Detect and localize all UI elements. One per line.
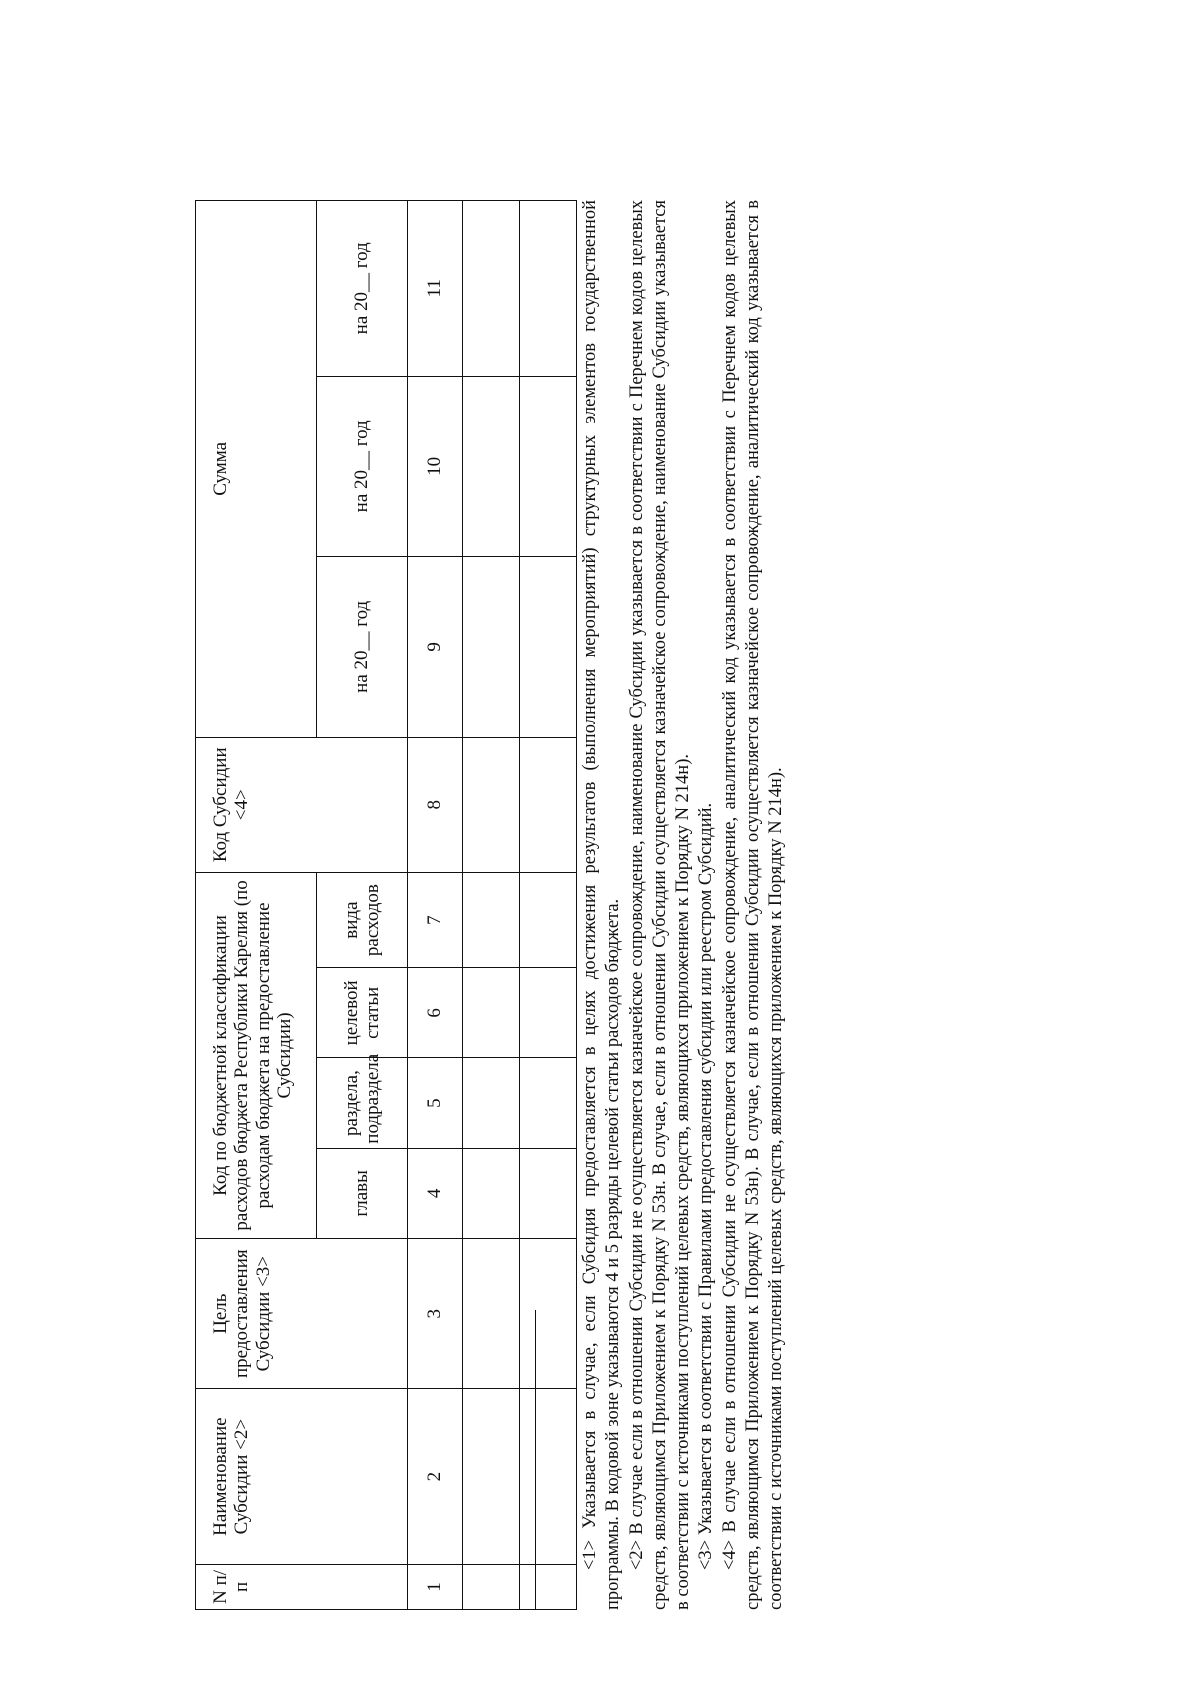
- table-cell: [463, 201, 520, 377]
- footnote-4: <4> В случае если в отношении Субсидии не осуществляется казначейское сопровождение, аналитический код указывается в соответствии с Перечнем кодов целевых средств, являющимся Приложением к Порядку N 53н). В случае, если в отношении Субсидии осуществляется казначейское сопровождение, аналитический код указывается в соответствии с источниками поступлений целевых средств, являющихся приложением к Порядку N 214н).: [719, 200, 787, 1610]
- table-cell: [520, 968, 577, 1058]
- table-cell: [520, 1238, 577, 1388]
- header-year-3: на 20__ год: [317, 201, 408, 377]
- header-target: целевой статьи: [317, 968, 408, 1058]
- table-cell: [463, 1564, 520, 1609]
- table-cell: [520, 737, 577, 872]
- header-name: Наименование Субсидии <2>: [196, 1389, 408, 1564]
- column-number: 1: [408, 1564, 463, 1609]
- column-number: 8: [408, 737, 463, 872]
- column-number: 7: [408, 872, 463, 967]
- table-cell: [520, 1389, 577, 1564]
- column-number: 10: [408, 376, 463, 557]
- header-year-2: на 20__ год: [317, 376, 408, 557]
- table-cell: [463, 376, 520, 557]
- table-cell: [463, 737, 520, 872]
- subsidy-table: [195, 200, 577, 1610]
- column-number: 9: [408, 557, 463, 738]
- column-number: 4: [408, 1148, 463, 1238]
- table-cell: [463, 968, 520, 1058]
- header-subsidy-code: Код Субсидии <4>: [196, 737, 408, 872]
- header-year-1: на 20__ год: [317, 557, 408, 738]
- table-cell: [520, 1564, 577, 1609]
- table-row: [463, 201, 520, 1610]
- rotated-page: [195, 170, 835, 1610]
- footnote-1: <1> Указывается в случае, если Субсидия предоставляется в целях достижения результатов (выполнения мероприятий) структурных элементов государственной программы. В кодовой зоне указываются 4 и 5 разряды целевой статьи расходов бюджета.: [580, 200, 624, 1610]
- footnote-2: <2> В случае если в отношении Субсидии не осуществляется казначейское сопровождение, наименование Субсидии указывается в соответствии с Перечнем кодов целевых средств, являющимся Приложением к Порядку N 53н. В случае, если в отношении Субсидии осуществляется казначейское сопровождение, наименование Субсидии указывается в соответствии с источниками поступлений целевых средств, являющихся приложением к Порядку N 214н).: [626, 200, 694, 1610]
- footnote-separator: [535, 1310, 536, 1610]
- header-section: раздела, подраздела: [317, 1058, 408, 1148]
- column-number: 2: [408, 1389, 463, 1564]
- table-cell: [463, 1238, 520, 1388]
- table-cell: [463, 872, 520, 967]
- header-expense-type: вида расходов: [317, 872, 408, 967]
- header-budget-code: Код по бюджетной классификации расходов бюджета Республики Карелия (по расходам бюджета на предоставление Субсидии): [196, 872, 317, 1238]
- footnotes: [579, 200, 789, 1610]
- header-num: N п/п: [196, 1564, 408, 1609]
- header-sum: Сумма: [196, 201, 317, 738]
- table-row: [520, 201, 577, 1610]
- table-cell: [520, 1148, 577, 1238]
- column-number: 5: [408, 1058, 463, 1148]
- table-cell: [520, 201, 577, 377]
- footnote-3: <3> Указывается в соответствии с Правилами предоставления субсидии или реестром Субсидий.: [696, 802, 717, 1570]
- table-cell: [463, 1148, 520, 1238]
- header-purpose: Цель предоставления Субсидии <3>: [196, 1238, 408, 1388]
- header-chapter: главы: [317, 1148, 408, 1238]
- table-cell: [463, 1389, 520, 1564]
- table-cell: [520, 557, 577, 738]
- column-number: 6: [408, 968, 463, 1058]
- column-number: 11: [408, 201, 463, 377]
- table-cell: [463, 1058, 520, 1148]
- table-cell: [520, 1058, 577, 1148]
- table-cell: [520, 376, 577, 557]
- table-cell: [520, 872, 577, 967]
- column-number: 3: [408, 1238, 463, 1388]
- table-cell: [463, 557, 520, 738]
